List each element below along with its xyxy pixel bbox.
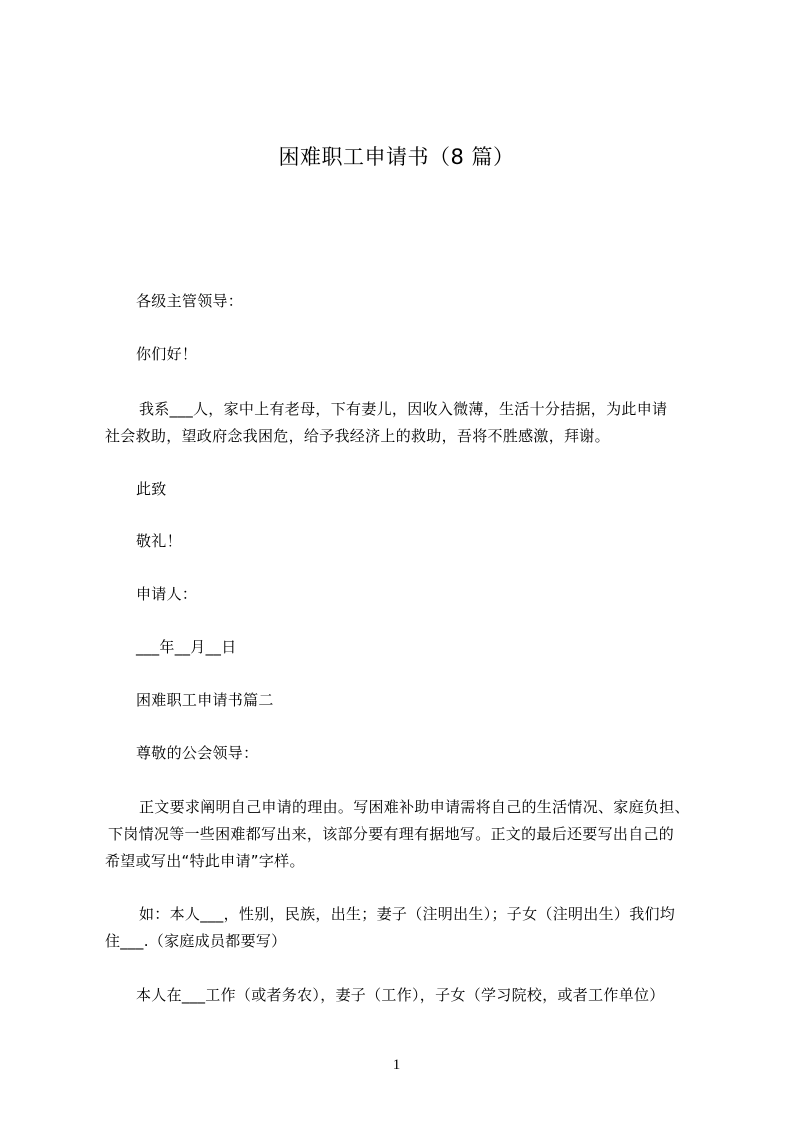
- closing-line: 此致: [136, 480, 167, 498]
- salutation-line: 各级主管领导：: [136, 292, 244, 310]
- body-paragraph-line: 社会救助，望政府念我困危，给予我经济上的救助，吾将不胜感激，拜谢。: [105, 427, 610, 445]
- page-number: 1: [392, 1057, 401, 1073]
- closing-salute-line: 敬礼！: [136, 532, 182, 550]
- body-paragraph-line: 下岗情况等一些困难都写出来，该部分要有理有据地写。正文的最后还要写出自己的: [108, 825, 675, 843]
- body-paragraph-line: 正文要求阐明自己申请的理由。写困难补助申请需将自己的生活情况、家庭负担、: [139, 798, 690, 816]
- body-paragraph-line: 希望或写出“特此申请”字样。: [105, 852, 305, 870]
- applicant-line: 申请人：: [136, 585, 198, 603]
- date-line: ___年__月__日: [136, 638, 237, 656]
- document-title: 困难职工申请书（8 篇）: [278, 145, 515, 169]
- body-paragraph-line: 本人在___工作（或者务农），妻子（工作），子女（学习院校，或者工作单位）: [136, 986, 665, 1004]
- greeting-line: 你们好！: [136, 345, 198, 363]
- salutation-line: 尊敬的公会领导：: [136, 744, 259, 762]
- body-paragraph-line: 住___.（家庭成员都要写）: [105, 932, 287, 950]
- body-paragraph-line: 如：本人___，性别，民族，出生；妻子（注明出生）；子女（注明出生）我们均: [139, 905, 676, 923]
- section-heading: 困难职工申请书篇二: [136, 691, 274, 709]
- body-paragraph-line: 我系___人，家中上有老母，下有妻儿，因收入微薄，生活十分拮据，为此申请: [139, 400, 668, 418]
